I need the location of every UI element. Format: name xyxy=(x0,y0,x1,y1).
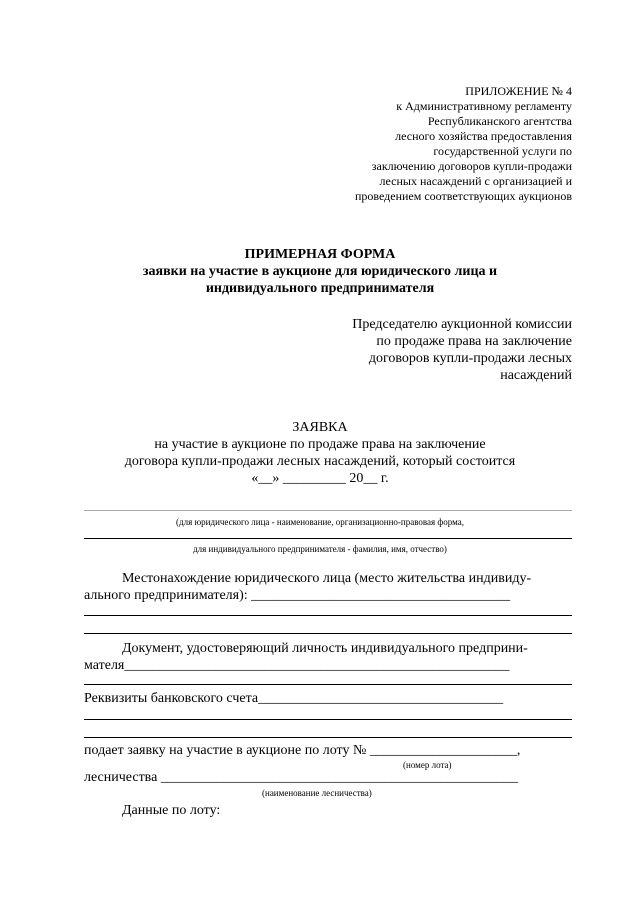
appendix-line: лесных насаждений с организацией и xyxy=(379,174,572,188)
location-field-line2[interactable] xyxy=(84,633,572,634)
addressee-line: договоров купли-продажи лесных xyxy=(368,351,572,366)
form-title: ПРИМЕРНАЯ ФОРМА xyxy=(244,247,396,262)
applicant-name-field-line[interactable] xyxy=(84,510,572,511)
appendix-line: к Административному регламенту xyxy=(396,99,572,113)
appendix-line: Республиканского агентства xyxy=(427,114,572,128)
location-line2: ального предпринимателя): _____________________________________ xyxy=(84,588,511,603)
application-line2: договора купли-продажи лесных насаждений, который состоится xyxy=(124,454,516,469)
bank-field-line2[interactable] xyxy=(84,737,572,738)
document-line2: мателя_______________________________________________________ xyxy=(84,658,510,673)
appendix-line: государственной услуги по xyxy=(433,144,572,158)
application-date-line: «__» _________ 20__ г. xyxy=(251,471,389,486)
appendix-line: заключению договоров купли-продажи xyxy=(371,159,572,173)
lot-hint: (номер лота) xyxy=(403,760,452,770)
applicant-hint2: для индивидуального предпринимателя - фамилия, имя, отчество) xyxy=(193,544,447,554)
document-line1: Документ, удостоверяющий личность индивидуального предприни- xyxy=(122,641,528,656)
addressee-line: Председателю аукционной комиссии xyxy=(352,317,572,332)
appendix-line: ПРИЛОЖЕНИЕ № 4 xyxy=(465,84,572,98)
form-subtitle-line1: заявки на участие в аукционе для юридического лица и xyxy=(142,264,498,279)
addressee-block xyxy=(272,316,572,384)
forestry-hint: (наименование лесничества) xyxy=(262,788,372,798)
applicant-hint1: (для юридического лица - наименование, организационно-правовая форма, xyxy=(176,517,464,527)
lot-line: подает заявку на участие в аукционе по лоту № _____________________, xyxy=(84,743,521,758)
appendix-line: проведением соответствующих аукционов xyxy=(354,189,572,203)
addressee-line: по продаже права на заключение xyxy=(376,334,572,349)
document-field-line[interactable] xyxy=(84,684,572,685)
form-subtitle-line2: индивидуального предпринимателя xyxy=(205,281,435,296)
lot-data-label: Данные по лоту: xyxy=(122,803,221,818)
appendix-block xyxy=(252,84,572,204)
bank-field-line[interactable] xyxy=(84,719,572,720)
applicant-name-field-line2[interactable] xyxy=(84,538,572,539)
application-line1: на участие в аукционе по продаже права на заключение xyxy=(154,437,486,452)
application-heading: ЗАЯВКА xyxy=(292,420,348,435)
addressee-line: насаждений xyxy=(500,368,572,383)
location-line1: Местонахождение юридического лица (место жительства индивиду- xyxy=(122,571,532,586)
forestry-line: лесничества ___________________________________________________ xyxy=(84,770,518,785)
appendix-line: лесного хозяйства предоставления xyxy=(395,129,572,143)
bank-details-line: Реквизиты банковского счета___________________________________ xyxy=(84,691,504,706)
location-field-line[interactable] xyxy=(84,615,572,616)
